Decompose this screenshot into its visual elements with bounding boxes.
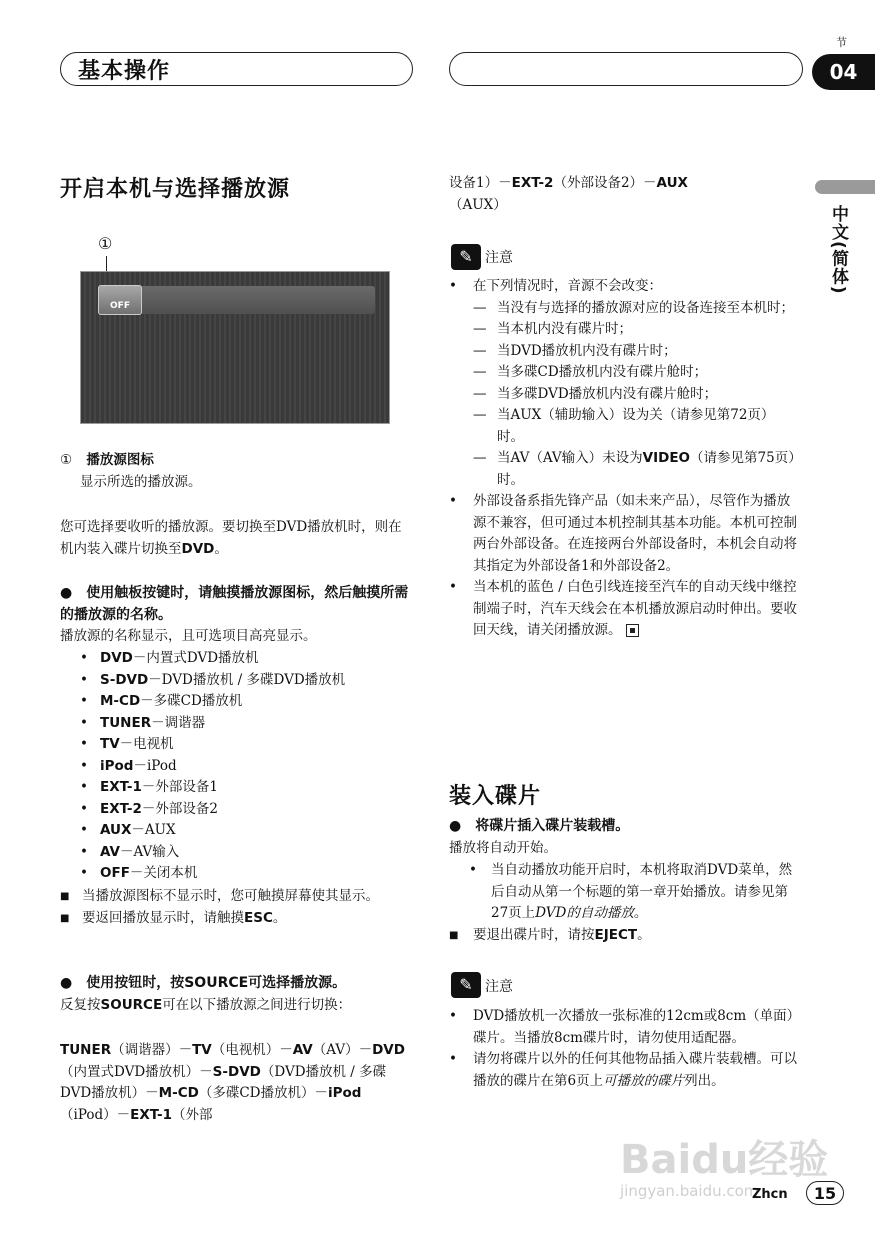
section-end-icon xyxy=(626,624,639,637)
source-desc: －AV输入 xyxy=(119,843,180,860)
note-subtext-end: （请参见第75页）时。 xyxy=(497,450,795,488)
sequence-continued xyxy=(449,173,799,216)
source-list xyxy=(80,648,410,885)
sub-list-item xyxy=(449,362,801,384)
source-desc: －关闭本机 xyxy=(129,865,198,881)
eject-end: 。 xyxy=(637,926,651,943)
seq-item: DVD xyxy=(372,1042,405,1058)
seq-desc: （DVD播放机 / 多碟DVD播放机）－ xyxy=(60,1063,387,1101)
seq-desc: （外部 xyxy=(171,1106,213,1123)
source-sequence xyxy=(60,1040,410,1126)
touch-desc: 播放源的名称显示，且可选项目高亮显示。 xyxy=(60,628,317,644)
list-item xyxy=(449,276,801,298)
subheading-touch: ● 使用触板按键时，请触摸播放源图标，然后触摸所需的播放源的名称。 xyxy=(60,585,409,623)
seq-item: M-CD xyxy=(158,1085,199,1101)
note-subtext: 当AUX（辅助输入）设为关（请参见第72页）时。 xyxy=(497,407,775,445)
pencil-icon: ✎ xyxy=(451,244,481,270)
source-desc: －外部设备1 xyxy=(141,779,218,795)
watermark-logo: Baidu经验 xyxy=(620,1137,829,1183)
list-item xyxy=(60,886,405,908)
list-item xyxy=(60,908,405,930)
notes-list xyxy=(449,276,801,642)
list-item xyxy=(80,648,410,670)
note-text: 请勿将碟片以外的任何其他物品插入碟片装载槽。可以播放的碟片在第6页上 xyxy=(473,1051,797,1089)
language-tab-bar xyxy=(815,180,875,194)
seq-item: S-DVD xyxy=(212,1063,261,1080)
seq-item: TV xyxy=(192,1042,212,1058)
list-item xyxy=(449,860,799,925)
seq-item: iPod xyxy=(327,1085,362,1101)
dash-bullet: — xyxy=(473,364,487,380)
square-notes xyxy=(60,886,405,929)
dash-bullet: — xyxy=(473,407,487,423)
source-name: EXT-2 xyxy=(100,800,142,817)
pencil-icon: ✎ xyxy=(451,972,481,998)
dash-bullet: — xyxy=(473,321,487,337)
seq-desc: （内置式DVD播放机）－ xyxy=(60,1063,213,1080)
source-desc: －AUX xyxy=(131,822,176,838)
footer-lang-code: Zhcn xyxy=(752,1187,788,1202)
sub-list-item xyxy=(449,319,801,341)
esc-key: ESC xyxy=(244,909,273,926)
square-bullet: ■ xyxy=(60,912,70,924)
list-item xyxy=(80,756,410,778)
source-desc: －DVD播放机 / 多碟DVD播放机 xyxy=(148,671,346,688)
bullet: • xyxy=(80,736,88,752)
source-name: DVD xyxy=(100,650,133,666)
list-item xyxy=(80,777,410,799)
button-desc xyxy=(60,995,410,1017)
note-label: 注意 xyxy=(485,250,513,266)
square-bullet: ■ xyxy=(60,891,70,902)
list-item xyxy=(80,842,410,864)
note-subtext: 当多碟DVD播放机内没有碟片舱时； xyxy=(497,385,718,402)
note-subtext: 当没有与选择的播放源对应的设备连接至本机时； xyxy=(497,299,794,316)
seq-desc: （外部设备2）－ xyxy=(553,175,657,191)
bullet: • xyxy=(449,493,457,509)
header-blank-pill xyxy=(449,52,803,86)
note-text: 在下列情况时，音源不会改变： xyxy=(473,278,662,294)
insert-desc: 播放将自动开始。 xyxy=(449,840,557,856)
list-item xyxy=(80,713,410,735)
source-desc: －内置式DVD播放机 xyxy=(132,650,259,666)
list-item xyxy=(80,863,410,885)
section-heading: 开启本机与选择播放源 xyxy=(60,177,291,202)
source-name: AUX xyxy=(100,822,132,838)
section-number: 04 xyxy=(812,54,875,90)
bullet: • xyxy=(80,714,88,731)
source-desc: －外部设备2 xyxy=(141,800,218,817)
source-name: TUNER xyxy=(100,714,152,731)
source-name: EXT-1 xyxy=(100,779,142,795)
insert-notes xyxy=(449,860,799,946)
list-item xyxy=(80,820,410,842)
list-item xyxy=(80,734,410,756)
source-desc: －多碟CD播放机 xyxy=(140,693,243,709)
note-text: 当本机的蓝色 / 白色引线连接至汽车的自动天线中继控制端子时，汽车天线会在本机播放源启动时伸出。要收回天线，请关闭播放源。 xyxy=(473,579,797,638)
source-name: iPod xyxy=(100,757,134,774)
note-subtext: 当本机内没有碟片时； xyxy=(497,321,632,337)
button-desc-end: 可在以下播放源之间进行切换： xyxy=(162,997,352,1013)
button-desc-text: 反复按 xyxy=(60,997,101,1013)
square-note-end: 。 xyxy=(272,909,287,926)
dash-bullet: — xyxy=(473,385,487,402)
sub-list-item xyxy=(449,448,801,491)
source-desc: －调谐器 xyxy=(151,714,206,731)
header-title: 基本操作 xyxy=(78,59,171,84)
bullet: • xyxy=(449,1051,457,1067)
intro-text: 您可选择要收听的播放源。要切换至DVD播放机时，则在机内装入碟片切换至 xyxy=(60,519,402,557)
list-item xyxy=(449,1049,801,1092)
autoplay-link: DVD的自动播放 xyxy=(535,905,634,921)
notes-list-2 xyxy=(449,1006,801,1092)
bullet: • xyxy=(80,757,88,774)
seq-item: TUNER xyxy=(60,1042,112,1058)
seq-desc: 设备1）－ xyxy=(449,175,512,191)
source-name: M-CD xyxy=(100,693,141,709)
source-name: S-DVD xyxy=(100,671,149,688)
subheading-insert: ● 将碟片插入碟片装载槽。 xyxy=(449,818,630,834)
intro-dvd: DVD xyxy=(181,540,215,557)
bullet: • xyxy=(449,1008,457,1024)
source-key: SOURCE xyxy=(100,997,163,1013)
source-name: TV xyxy=(100,736,120,752)
note-text-end: 列出。 xyxy=(684,1072,725,1089)
subheading-button: ● 使用按钮时，按SOURCE可选择播放源。 xyxy=(60,975,347,991)
display-screen-figure xyxy=(80,271,390,424)
dash-bullet: — xyxy=(473,299,487,316)
sub-list-item xyxy=(449,405,801,448)
bullet: • xyxy=(80,843,88,860)
dash-bullet: — xyxy=(473,342,487,359)
list-item xyxy=(449,1006,801,1049)
section-heading-2: 装入碟片 xyxy=(449,784,542,809)
caption-number: ① xyxy=(60,452,73,468)
caption-desc: 显示所选的播放源。 xyxy=(80,473,202,490)
note-subtext: 当AV（AV输入）未设为 xyxy=(497,450,643,466)
note-subtext: 当DVD播放机内没有碟片时； xyxy=(497,342,677,359)
figure-caption xyxy=(60,450,410,493)
list-item xyxy=(449,925,799,947)
watermark-url: jingyan.baidu.com xyxy=(620,1182,759,1200)
bullet: • xyxy=(80,822,88,838)
source-name: AV xyxy=(100,843,120,860)
list-item xyxy=(449,577,801,642)
seq-item: EXT-1 xyxy=(130,1106,172,1123)
intro-paragraph xyxy=(60,517,410,560)
note-subtext: 当多碟CD播放机内没有碟片舱时； xyxy=(497,364,708,380)
section-label: 节 xyxy=(836,36,847,49)
bullet: • xyxy=(80,693,88,709)
bullet: • xyxy=(80,650,88,666)
source-name: OFF xyxy=(100,865,130,881)
list-item xyxy=(80,799,410,821)
caption-title: 播放源图标 xyxy=(86,452,154,468)
seq-desc: （多碟CD播放机）－ xyxy=(198,1085,328,1101)
playable-discs-link: 可播放的碟片 xyxy=(603,1072,685,1089)
list-item xyxy=(449,491,801,577)
insert-note-end: 。 xyxy=(633,905,648,921)
intro-end: 。 xyxy=(214,540,228,557)
dash-bullet: — xyxy=(473,450,487,466)
figure-callout: ① xyxy=(98,234,113,253)
source-desc: －电视机 xyxy=(119,736,174,752)
bullet: • xyxy=(80,779,88,795)
sub-list-item xyxy=(449,298,801,320)
bullet: • xyxy=(449,278,457,294)
insert-note-text: 当自动播放功能开启时，本机将取消DVD菜单，然后自动从第一个标题的第一章开始播放。请参见第27页上 xyxy=(491,862,793,921)
square-note-text: 当播放源图标不显示时，您可触摸屏幕使其显示。 xyxy=(82,888,379,904)
bullet: • xyxy=(80,671,88,688)
video-setting: VIDEO xyxy=(642,450,691,466)
list-item xyxy=(80,670,410,692)
bullet: • xyxy=(449,579,457,595)
seq-item: EXT-2 xyxy=(511,175,554,191)
seq-desc: （AV）－ xyxy=(312,1042,373,1058)
bullet: • xyxy=(469,862,477,878)
square-bullet: ■ xyxy=(449,929,459,941)
seq-item: AUX xyxy=(656,175,688,191)
sub-list-item xyxy=(449,341,801,363)
note-text: DVD播放机一次播放一张标准的12cm或8cm（单面）碟片。当播放8cm碟片时，请勿使用适配器。 xyxy=(473,1008,801,1046)
language-label: 中文(简体) xyxy=(828,205,848,295)
eject-text: 要退出碟片时，请按 xyxy=(473,926,595,943)
note-text: 外部设备系指先锋产品（如未来产品），尽管作为播放源不兼容，但可通过本机控制其基本功能。本机可控制两台外部设备。在连接两台外部设备时，本机会自动将其指定为外部设备1和外部设备2。 xyxy=(473,493,797,574)
seq-item: AV xyxy=(292,1042,313,1058)
page-number: 15 xyxy=(806,1181,844,1205)
source-icon-off: OFF xyxy=(98,285,142,315)
bullet: • xyxy=(80,865,88,881)
source-desc: －iPod xyxy=(133,757,177,774)
seq-desc: （AUX） xyxy=(449,196,507,213)
square-note-text: 要返回播放显示时，请触摸 xyxy=(82,909,244,926)
note-label-2: 注意 xyxy=(485,979,513,995)
list-item xyxy=(80,691,410,713)
sub-list-item xyxy=(449,384,801,406)
eject-key: EJECT xyxy=(594,926,638,943)
seq-desc: （电视机）－ xyxy=(211,1042,293,1058)
seq-desc: （iPod）－ xyxy=(60,1106,131,1123)
seq-desc: （调谐器）－ xyxy=(111,1042,193,1058)
bullet: • xyxy=(80,800,88,817)
